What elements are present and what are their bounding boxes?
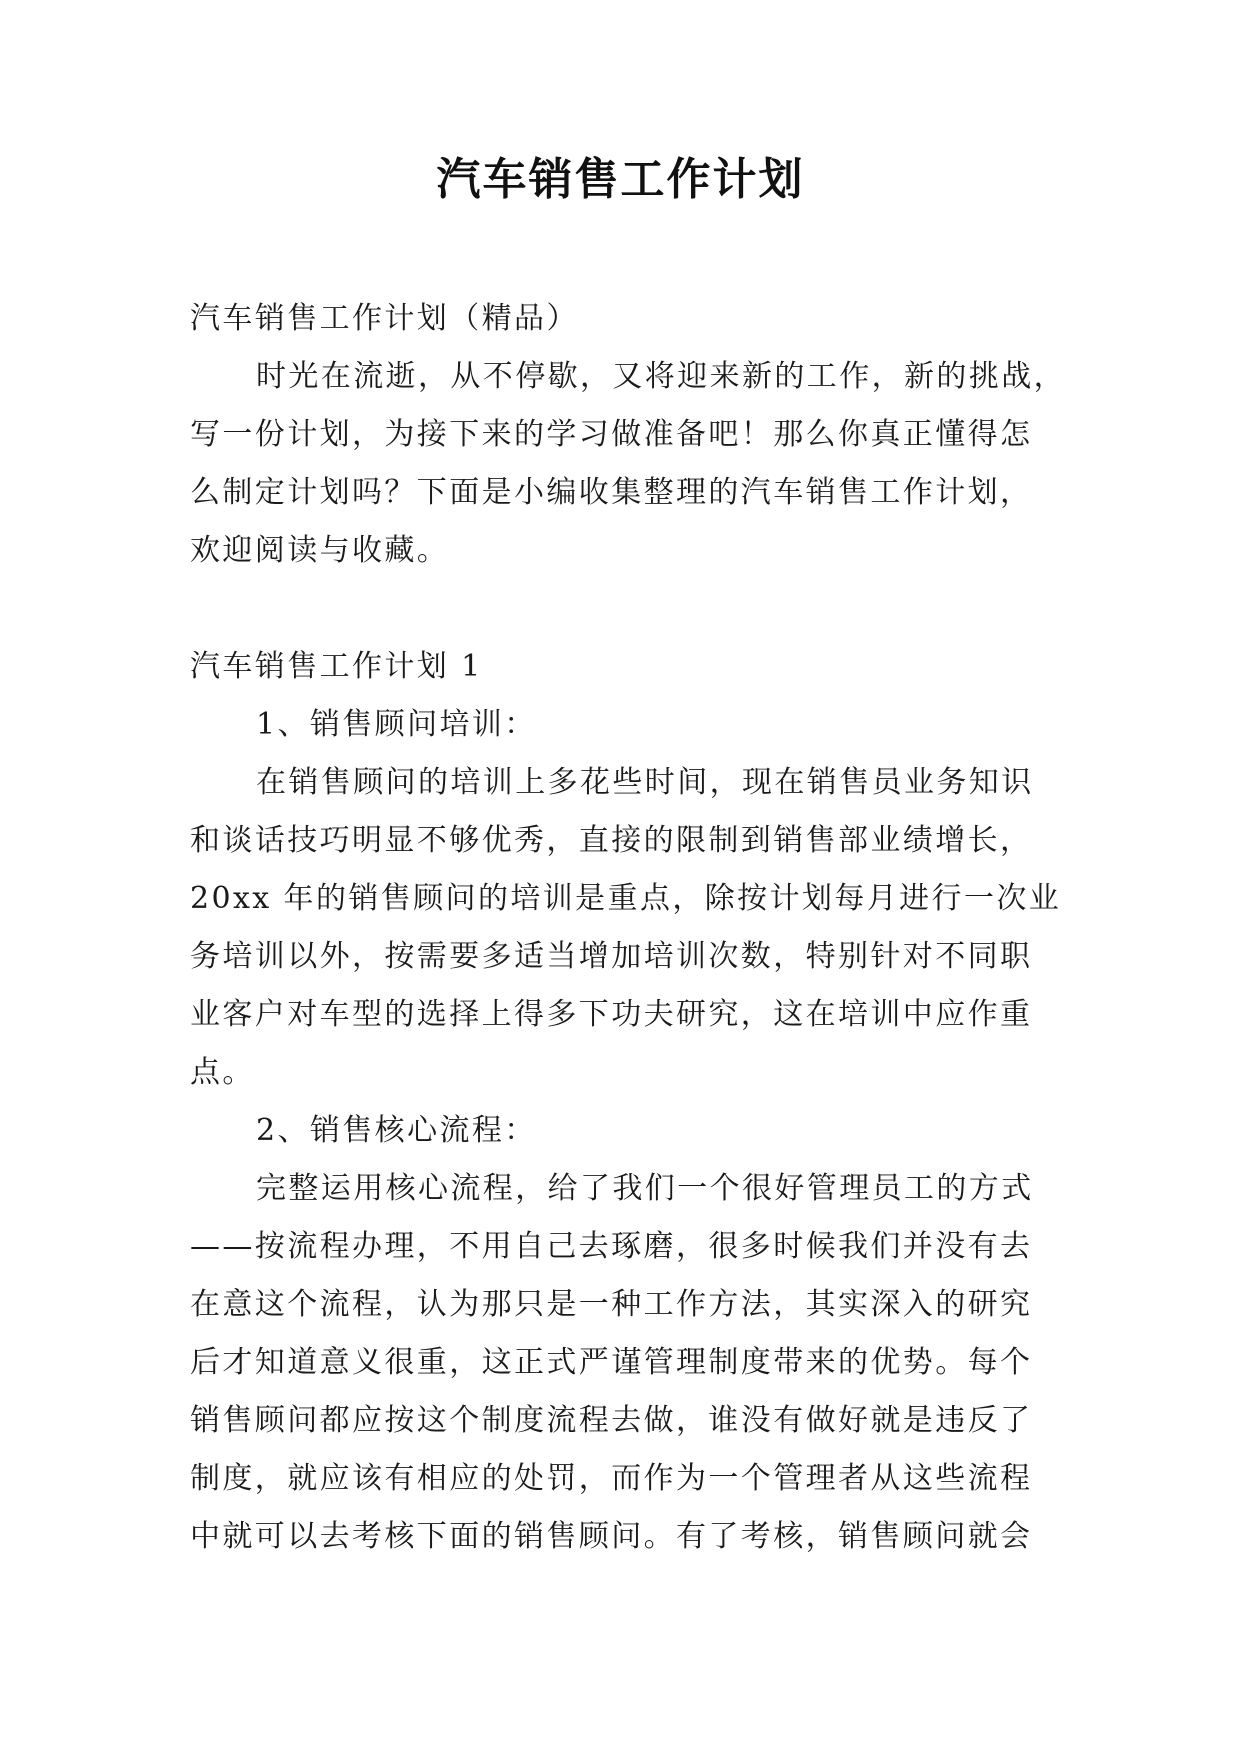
item-line: 和谈话技巧明显不够优秀，直接的限制到销售部业绩增长， bbox=[190, 823, 1033, 858]
section-heading: 汽车销售工作计划 1 bbox=[190, 649, 483, 684]
intro-line: 么制定计划吗？下面是小编收集整理的汽车销售工作计划， bbox=[190, 475, 1033, 510]
document-title: 汽车销售工作计划 bbox=[436, 154, 805, 205]
paragraph-gap bbox=[190, 580, 1070, 638]
item-line: 制度，就应该有相应的处罚，而作为一个管理者从这些流程 bbox=[190, 1461, 1033, 1496]
item-line: 业客户对车型的选择上得多下功夫研究，这在培训中应作重 bbox=[190, 997, 1033, 1032]
item-line: 务培训以外，按需要多适当增加培训次数，特别针对不同职 bbox=[190, 939, 1033, 974]
intro-line: 欢迎阅读与收藏。 bbox=[190, 533, 450, 568]
document-body bbox=[190, 290, 1070, 1566]
item-line: ——按流程办理，不用自己去琢磨，很多时候我们并没有去 bbox=[190, 1229, 1033, 1264]
item-line: 完整运用核心流程，给了我们一个很好管理员工的方式 bbox=[256, 1171, 1034, 1206]
item-line: 在销售顾问的培训上多花些时间，现在销售员业务知识 bbox=[256, 765, 1034, 800]
document-subtitle: 汽车销售工作计划（精品） bbox=[190, 301, 579, 336]
item-line: 点。 bbox=[190, 1055, 255, 1090]
intro-line: 写一份计划，为接下来的学习做准备吧！那么你真正懂得怎 bbox=[190, 417, 1033, 452]
item-line: 在意这个流程，认为那只是一种工作方法，其实深入的研究 bbox=[190, 1287, 1033, 1322]
item-heading: 1、销售顾问培训： bbox=[256, 707, 537, 742]
item-line: 销售顾问都应按这个制度流程去做，谁没有做好就是违反了 bbox=[190, 1403, 1033, 1438]
item-line: 中就可以去考核下面的销售顾问。有了考核，销售顾问就会 bbox=[190, 1519, 1033, 1554]
item-line: 20xx 年的销售顾问的培训是重点，除按计划每月进行一次业 bbox=[190, 881, 1062, 916]
item-line: 后才知道意义很重，这正式严谨管理制度带来的优势。每个 bbox=[190, 1345, 1033, 1380]
intro-line: 时光在流逝，从不停歇，又将迎来新的工作，新的挑战， bbox=[256, 359, 1066, 394]
item-heading: 2、销售核心流程： bbox=[256, 1113, 537, 1148]
